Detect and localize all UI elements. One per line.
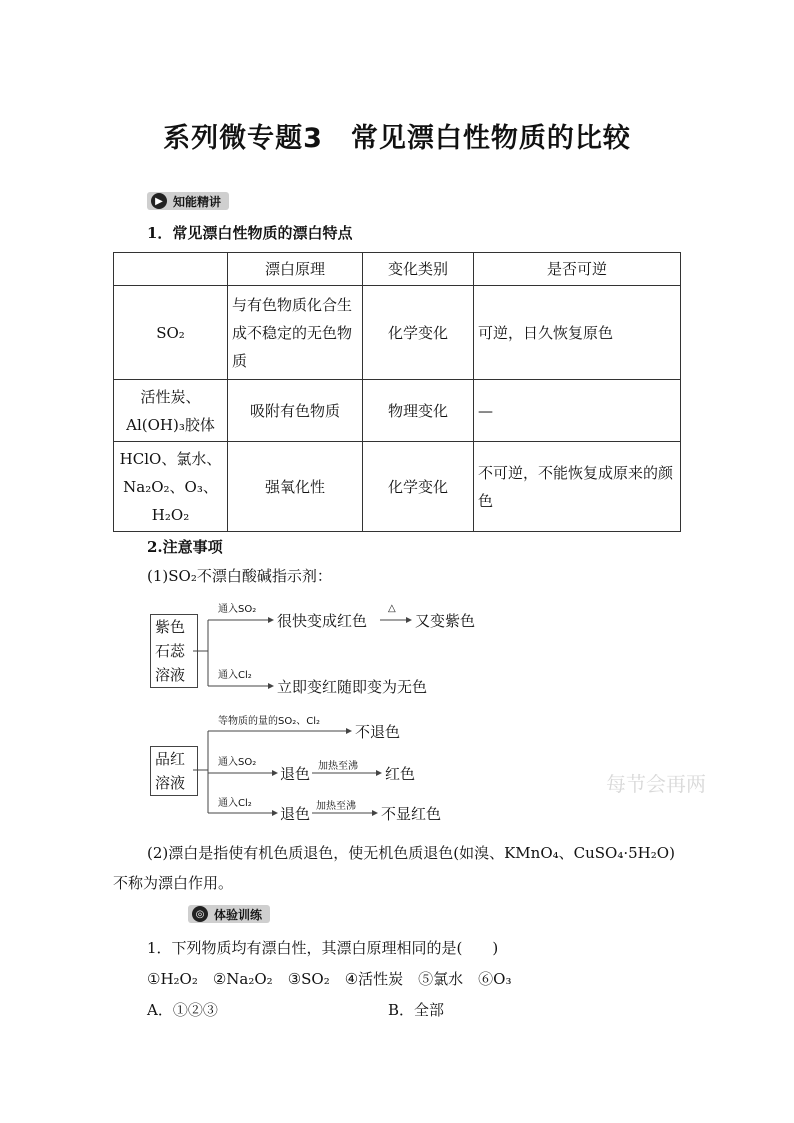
table-header-cell: 变化类别	[363, 253, 474, 286]
choice-a: A．①②③	[147, 1001, 218, 1019]
target-icon: ◎	[192, 906, 208, 922]
arrow-label: 加热至沸	[318, 761, 358, 772]
arrow-label: 通入SO₂	[218, 604, 257, 615]
table-cell: SO₂	[114, 286, 228, 380]
result-text: 立即变红随即变为无色	[277, 678, 428, 696]
box-line: 溶液	[155, 666, 186, 684]
question-text: 1．下列物质均有漂白性，其漂白原理相同的是( )	[147, 939, 499, 957]
choice-b: B．全部	[388, 1001, 445, 1019]
table-cell: —	[474, 380, 681, 442]
table-cell: 强氧化性	[228, 442, 363, 532]
table-cell: 化学变化	[363, 286, 474, 380]
heat-symbol: △	[388, 603, 396, 614]
result-text: 不显红色	[381, 805, 442, 823]
note-item-1: (1)SO₂不漂白酸碱指示剂：	[147, 567, 332, 585]
note-item-2-cont: 不称为漂白作用。	[113, 874, 234, 892]
table-cell: 可逆，日久恢复原色	[474, 286, 681, 380]
box-line: 品红	[155, 750, 186, 768]
table-cell: 物理变化	[363, 380, 474, 442]
box-line: 紫色	[155, 618, 186, 636]
arrow-right-icon: ▶	[151, 193, 167, 209]
page-title: 系列微专题3 常见漂白性物质的比较	[163, 123, 631, 154]
result-text: 不退色	[355, 723, 401, 741]
banner-label: 知能精讲	[173, 194, 222, 209]
table-cell: 不可逆，不能恢复成原来的颜色	[474, 442, 681, 532]
arrow-label: 通入Cl₂	[218, 798, 252, 809]
table-cell: 活性炭、Al(OH)₃胶体	[114, 380, 228, 442]
table-cell: HClO、氯水、Na₂O₂、O₃、H₂O₂	[114, 442, 228, 532]
arrow-label: 通入SO₂	[218, 757, 257, 768]
table-header-cell: 漂白原理	[228, 253, 363, 286]
result-text: 很快变成红色	[277, 612, 368, 630]
question-options: ①H₂O₂ ②Na₂O₂ ③SO₂ ④活性炭 ⑤氯水 ⑥O₃	[147, 970, 512, 988]
section-heading: 1．常见漂白性物质的漂白特点	[147, 224, 353, 242]
arrow-label: 等物质的量的SO₂、Cl₂	[218, 716, 320, 727]
arrow-label: 通入Cl₂	[218, 670, 252, 681]
result-text: 又变紫色	[415, 612, 476, 630]
table-cell: 与有色物质化合生成不稳定的无色物质	[228, 286, 363, 380]
result-text: 红色	[385, 765, 416, 783]
watermark: 每节会再两	[606, 772, 706, 796]
arrow-label: 加热至沸	[316, 801, 356, 812]
banner-label: 体验训练	[214, 907, 263, 922]
notes-heading: 2.注意事项	[147, 538, 223, 556]
magenta-box	[150, 746, 198, 796]
result-text: 退色	[280, 765, 311, 783]
table-cell: 化学变化	[363, 442, 474, 532]
table-cell: 吸附有色物质	[228, 380, 363, 442]
table-header-cell: 是否可逆	[474, 253, 681, 286]
section-banner-practice	[188, 905, 270, 923]
result-text: 退色	[280, 805, 311, 823]
box-line: 溶液	[155, 774, 186, 792]
note-item-2: (2)漂白是指使有机色质退色，使无机色质退色(如溴、KMnO₄、CuSO₄·5H₂O)	[147, 844, 675, 862]
box-line: 石蕊	[155, 642, 186, 660]
